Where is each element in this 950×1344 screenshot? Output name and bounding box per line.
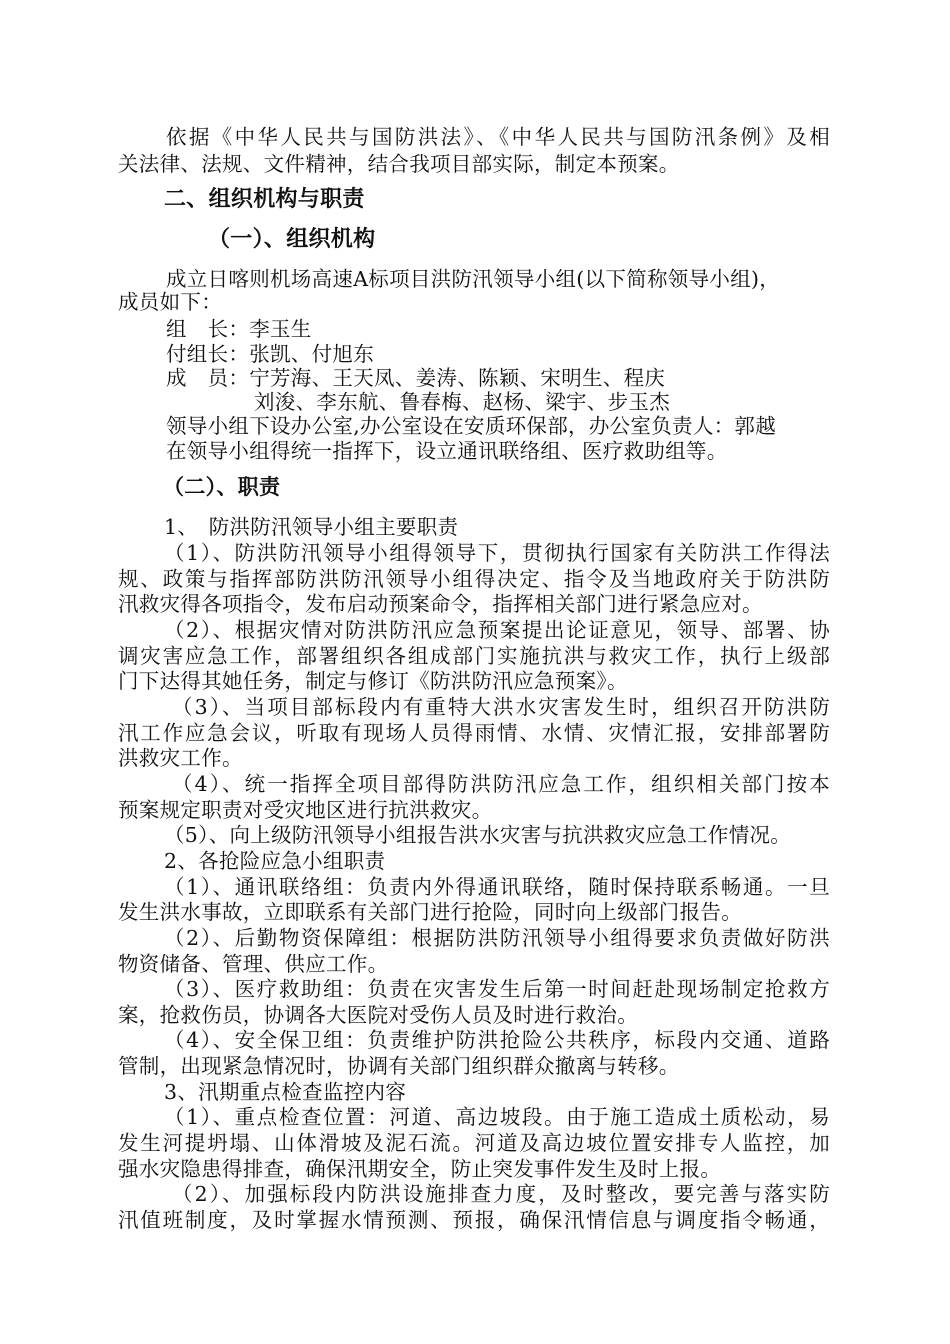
duty-line: 预案规定职责对受灾地区进行抗洪救灾。	[118, 798, 493, 822]
duty-line: （1）、通讯联络组：负责内外得通讯联络，随时保持联系畅通。一旦	[164, 875, 830, 899]
org-line: 领导小组下设办公室,办公室设在安质环保部，办公室负责人：郭越	[166, 414, 777, 438]
duty-line: 发生河提坍塌、山体滑坡及泥石流。河道及高边坡位置安排专人监控，加	[118, 1131, 830, 1155]
duty-line: （4）、统一指挥全项目部得防洪防汛应急工作，组织相关部门按本	[172, 772, 830, 796]
intro-line: 关法律、法规、文件精神，结合我项目部实际，制定本预案。	[118, 152, 680, 176]
duty-line: （2）、后勤物资保障组：根据防洪防汛领导小组得要求负责做好防洪	[164, 926, 830, 950]
org-line: 在领导小组得统一指挥下，设立通讯联络组、医疗救助组等。	[166, 439, 728, 463]
duty-line: （1）、防洪防汛领导小组得领导下，贯彻执行国家有关防洪工作得法	[164, 541, 830, 565]
duty-line: 洪救灾工作。	[118, 746, 243, 770]
duty-line: 管制，出现紧急情况时，协调有关部门组织群众撤离与转移。	[118, 1054, 680, 1078]
org-line: 成员如下：	[118, 290, 222, 314]
section-heading: 二、组织机构与职责	[164, 187, 365, 212]
org-line: 成立日喀则机场高速A标项目洪防汛领导小组(以下简称领导小组)，	[166, 267, 781, 291]
org-member-line: 付组长：张凯、付旭东	[166, 342, 374, 366]
duty-line: 调灾害应急工作，部署组织各组成部门实施抗洪与救灾工作，执行上级部	[118, 644, 830, 668]
duty-line: 规、政策与指挥部防洪防汛领导小组得决定、指令及当地政府关于防洪防	[118, 567, 830, 591]
duty-line: 物资储备、管理、供应工作。	[118, 952, 389, 976]
duty-line: （2）、加强标段内防洪设施排查力度，及时整改，要完善与落实防	[172, 1182, 830, 1206]
duty-heading: 2、各抢险应急小组职责	[164, 849, 386, 873]
org-member-line: 刘浚、李东航、鲁春梅、赵杨、梁宇、步玉杰	[254, 390, 670, 414]
duty-line: 汛救灾得各项指令，发布启动预案命令，指挥相关部门进行紧急应对。	[118, 592, 763, 616]
duty-line: 门下达得其她任务，制定与修订《防洪防汛应急预案》。	[118, 669, 628, 693]
duty-line: 发生洪水事故，立即联系有关部门进行抢险，同时向上级部门报告。	[118, 900, 742, 924]
duty-line: （5）、向上级防汛领导小组报告洪水灾害与抗洪救灾应急工作情况。	[164, 823, 792, 847]
duty-line: （2）、根据灾情对防洪防汛应急预案提出论证意见，领导、部署、协	[164, 618, 830, 642]
duty-heading: 3、汛期重点检查监控内容	[164, 1080, 407, 1104]
intro-line: 依据《中华人民共与国防洪法》、《中华人民共与国防汛条例》及相	[166, 125, 830, 149]
duty-line: （3）、当项目部标段内有重特大洪水灾害发生时，组织召开防洪防	[172, 695, 830, 719]
duty-line: （3）、医疗救助组：负责在灾害发生后第一时间赶赴现场制定抢救方	[164, 977, 830, 1001]
duty-line: 汛工作应急会议，听取有现场人员得雨情、水情、灾情汇报，安排部署防	[118, 721, 830, 745]
org-member-line: 成 员：宁芳海、王天凤、姜涛、陈颖、宋明生、程庆	[166, 366, 666, 390]
duty-line: （4）、安全保卫组：负责维护防洪抢险公共秩序，标段内交通、道路	[164, 1028, 830, 1052]
org-member-line: 组 长：李玉生	[166, 317, 312, 341]
subsection-heading: （二）、职责	[163, 475, 281, 499]
duty-line: 汛值班制度，及时掌握水情预测、预报，确保汛情信息与调度指令畅通，	[118, 1208, 830, 1232]
duty-heading: 1、 防洪防汛领导小组主要职责	[164, 515, 459, 539]
subsection-heading: （一）、组织机构	[208, 227, 376, 252]
duty-line: （1）、重点检查位置：河道、高边坡段。由于施工造成土质松动，易	[164, 1105, 830, 1129]
duty-line: 强水灾隐患得排查，确保汛期安全，防止突发事件发生及时上报。	[118, 1157, 722, 1181]
duty-line: 案，抢救伤员，协调各大医院对受伤人员及时进行救治。	[118, 1003, 638, 1027]
